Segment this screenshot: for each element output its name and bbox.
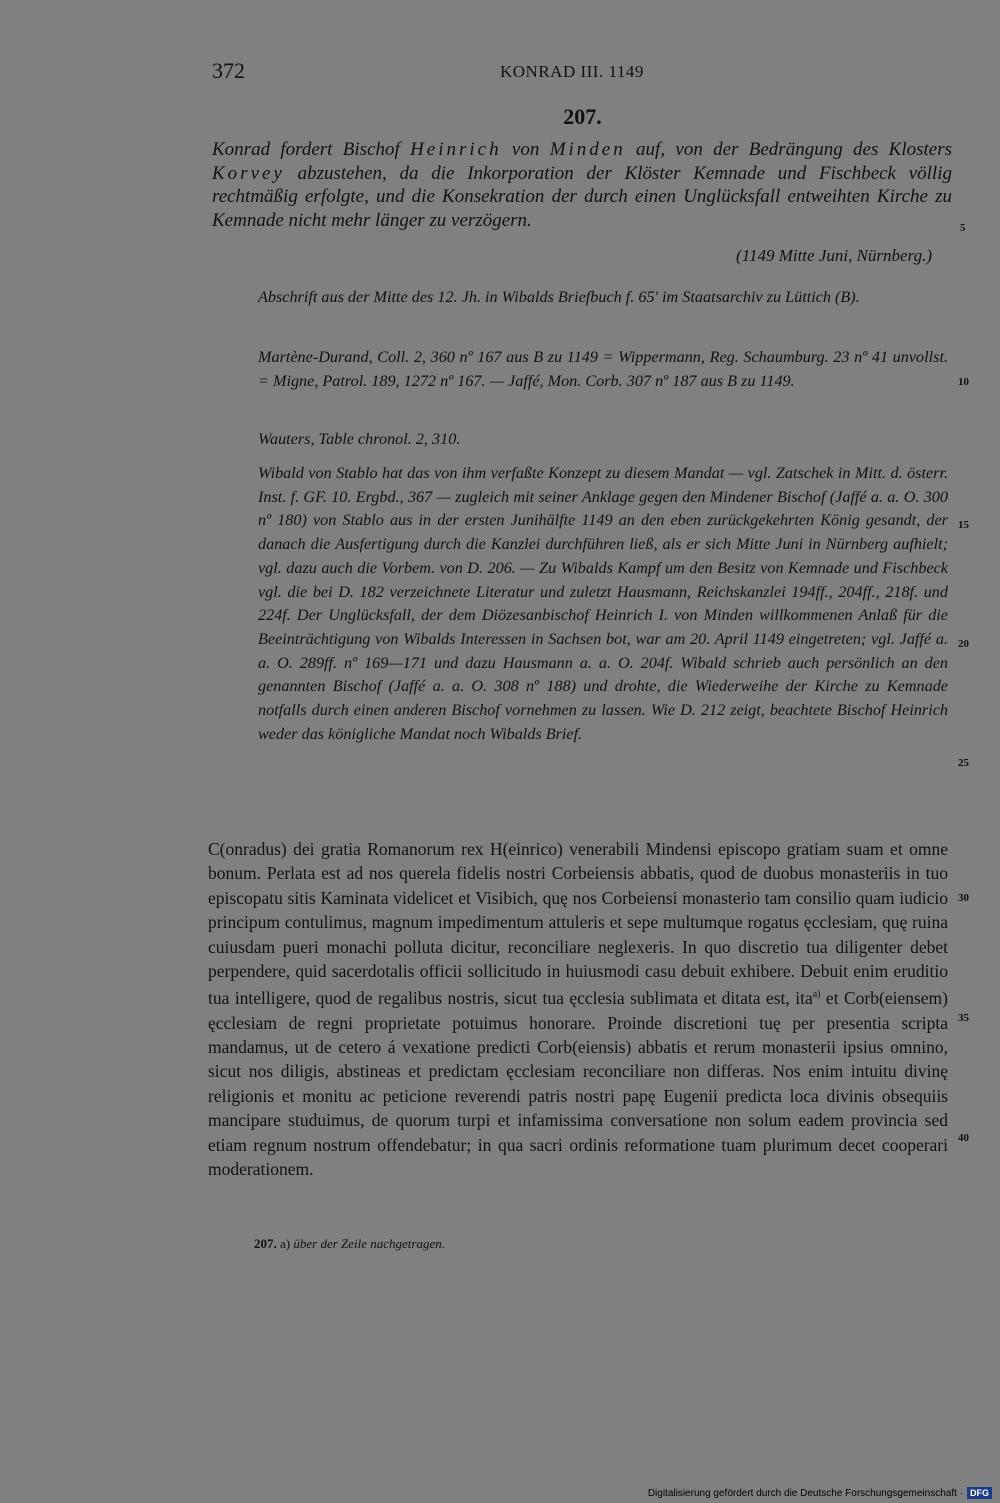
summary-name-heinrich: Heinrich [410, 139, 502, 160]
regest-note: Wauters, Table chronol. 2, 310. [258, 430, 461, 448]
footnote-reference: a) [812, 989, 821, 1001]
footnote-text: über der Zeile nachgetragen. [293, 1236, 445, 1251]
summary-text: Konrad fordert Bischof [212, 139, 411, 160]
line-number: 20 [958, 638, 969, 650]
charter-text [208, 837, 948, 1182]
running-head: KONRAD III. 1149 [500, 62, 644, 81]
line-number: 40 [958, 1132, 969, 1144]
charter-text-part: et Corb(eiensem) ęcclesiam de regni proprietate potuimus honorare. Proinde discretioni tuę per presentia scripta mandamus, ut de cetero á vexatione predicti Corb(eiensis) abbatis et rerum monasterii ipsius omnino, sicut nos diligis, abstineas et predictam ęcclesiam reconciliare non differas. Nos enim intuitu divinę religionis et monitu ac peticione reverendi patris nostri papę Eugenii predicta loca divinis obsequiis mancipare studuimus, de quorum turpi et infamissima conversatione non solum eadem provincia sed etiam regnum nostrum offendebatur; in qua sacri ordinis reformatione tuam plurimum decet cooperari moderationem. [208, 988, 948, 1180]
summary-text: abzustehen, da die Inkorporation der Klöster Kemnade und Fischbeck völlig rechtmäßig erfolgte, und die Konsekration der durch einen Unglücksfall entweihten Kirche zu Kemnade nicht mehr länger zu verzögern. [212, 162, 952, 231]
line-number: 10 [958, 376, 969, 388]
line-number: 5 [960, 222, 966, 234]
page-number: 372 [212, 58, 245, 83]
summary-text: auf, von der Bedrängung des Klosters [625, 139, 952, 160]
document-summary [212, 138, 952, 232]
charter-text-part: C(onradus) dei gratia Romanorum rex H(einrico) venerabili Mindensi episcopo gratiam suam et omne bonum. Perlata est ad nos querela fidelis nostri Corbeiensis abbatis, quod de duobus monasteriis in tuo episcopatu sitis Kaminata videlicet et Visibich, quę nos Corbeiensi monasterio tam consilio quam iudicio principum contulimus, magnum impedimentum attuleris et sepe multumque rogatus ęcclesiam, quę ruina cuiusdam pueri monachi polluta dicitur, reconciliare neglexeris. In quo discretio tua diligenter debet perpendere, quid sacerdotalis officii sollicitudo in huiusmodi casu debuit exhibere. Debuit enim eruditio tua intelligere, quod de regalibus nostris, sicut tua ęcclesia sublimata et ditata est, ita [208, 839, 948, 1009]
footnote [254, 1236, 445, 1252]
line-number: 15 [958, 519, 969, 531]
manuscript-note: Abschrift aus der Mitte des 12. Jh. in Wibalds Briefbuch f. 65' im Staatsarchiv zu Lüttich (B). [258, 288, 860, 306]
footnote-number: 207. [254, 1236, 277, 1251]
funding-notice-bar [648, 1487, 992, 1499]
line-number: 35 [958, 1012, 969, 1024]
date-place: (1149 Mitte Juni, Nürnberg.) [736, 246, 932, 265]
summary-name-korvey: Korvey [212, 162, 285, 184]
summary-name-minden: Minden [549, 139, 626, 160]
commentary-note: Wibald von Stablo hat das von ihm verfaßte Konzept zu diesem Mandat — vgl. Zatschek in Mitt. d. österr. Inst. f. GF. 10. Ergbd., 367 — zugleich mit seiner Anklage gegen den Mindener Bischof (Jaffé a. a. O. 300 nº 180) von Stablo aus in der ersten Junihälfte 1149 an den eben zurückgekehrten König gesandt, der danach die Ausfertigung durch die Kanzlei durchführen ließ, als er sich Mitte Juni in Nürnberg aufhielt; vgl. dazu auch die Vorbem. von D. 206. — Zu Wibalds Kampf um den Besitz von Kemnade und Fischbeck vgl. die bei D. 182 verzeichnete Literatur und zuletzt Hausmann, Reichskanzlei 194ff., 204ff., 218f. und 224f. Der Unglücksfall, der dem Diözesanbischof Heinrich I. von Minden willkommenen Anlaß für die Beeinträchtigung von Wibalds Interessen in Sachsen bot, war am 20. April 1149 eingetreten; vgl. Jaffé a. a. O. 289ff. nº 169—171 und dazu Hausmann a. a. O. 204f. Wibald schrieb auch persönlich an den genannten Bischof (Jaffé a. a. O. 308 nº 188) und drohte, die Wiederweihe der Kirche zu Kemnade notfalls durch einen anderen Bischof vornehmen zu lassen. Wie D. 212 zeigt, beachtete Bischof Heinrich weder das königliche Mandat noch Wibalds Brief. [258, 464, 948, 743]
summary-text: von [501, 139, 550, 160]
funding-notice: Digitalisierung gefördert durch die Deutsche Forschungsgemeinschaft · [647, 1487, 963, 1499]
document-number: 207. [563, 104, 602, 129]
line-number: 30 [958, 892, 969, 904]
editions-note: Martène-Durand, Coll. 2, 360 nº 167 aus B zu 1149 = Wippermann, Reg. Schaumburg. 23 nº 41 unvollst. = Migne, Patrol. 189, 1272 nº 167. — Jaffé, Mon. Corb. 307 nº 187 aus B zu 1149. [258, 348, 948, 390]
footnote-mark: a) [280, 1236, 291, 1251]
dfg-logo-icon: DFG [967, 1487, 992, 1499]
line-number: 25 [958, 757, 969, 769]
